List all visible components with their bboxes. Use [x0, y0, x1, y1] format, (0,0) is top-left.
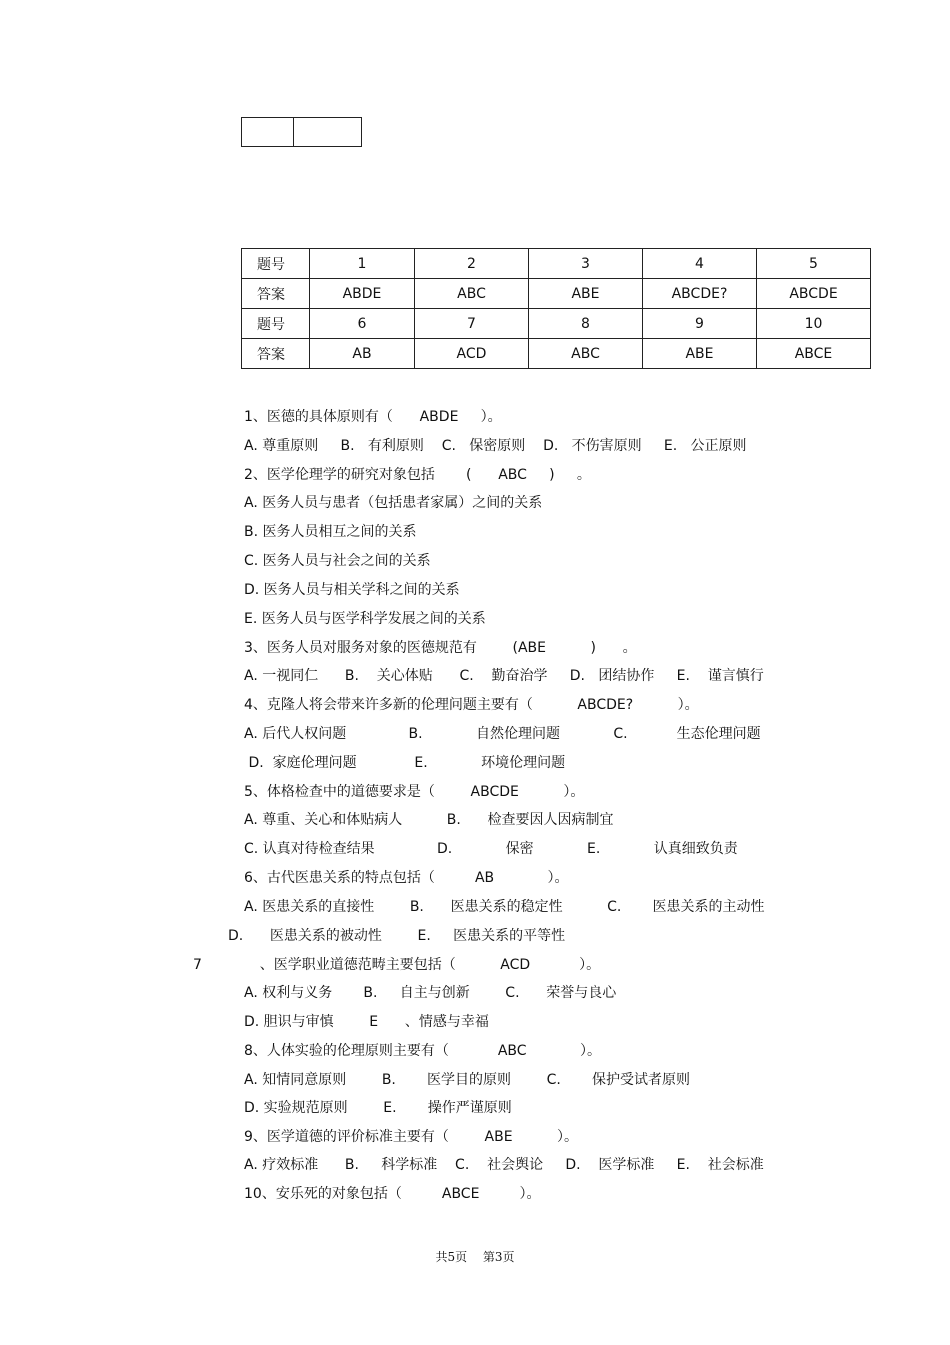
- question-3: 3、医务人员对服务对象的医德规范有 (ABE ) 。: [244, 640, 637, 656]
- page-footer: [0, 1248, 950, 1265]
- question-8-options-2: D. 实验规范原则 E. 操作严谨原则: [244, 1100, 512, 1116]
- score-box: [241, 117, 362, 147]
- table-cell: ABC: [415, 279, 529, 309]
- question-6: 6、古代医患关系的特点包括（ AB ）。: [244, 870, 569, 886]
- table-cell: 题号: [242, 249, 310, 279]
- score-box-right-cell: [294, 118, 361, 146]
- question-2-option-d: D. 医务人员与相关学科之间的关系: [244, 582, 460, 598]
- question-4-options-1: A. 后代人权问题 B. 自然伦理问题 C. 生态伦理问题: [244, 726, 761, 742]
- answer-table: [241, 248, 871, 369]
- question-9: 9、医学道德的评价标准主要有（ ABE ）。: [244, 1129, 579, 1145]
- table-cell: ABCDE: [757, 279, 871, 309]
- question-6-options-2: D. 医患关系的被动性 E. 医患关系的平等性: [228, 928, 566, 944]
- question-8-options-1: A. 知情同意原则 B. 医学目的原则 C. 保护受试者原则: [244, 1072, 691, 1088]
- score-box-left-cell: [242, 118, 294, 146]
- question-7-options-2: D. 胆识与审慎 E 、情感与幸福: [244, 1014, 489, 1030]
- table-cell: 3: [529, 249, 643, 279]
- table-cell: 10: [757, 309, 871, 339]
- question-2-option-a: A. 医务人员与患者（包括患者家属）之间的关系: [244, 495, 543, 511]
- table-cell: 题号: [242, 309, 310, 339]
- question-2-option-b: B. 医务人员相互之间的关系: [244, 524, 417, 540]
- question-5-options-2: C. 认真对待检查结果 D. 保密 E. 认真细致负责: [244, 841, 738, 857]
- table-cell: 1: [310, 249, 415, 279]
- table-cell: ABE: [643, 339, 757, 369]
- table-cell: 6: [310, 309, 415, 339]
- question-9-options: A. 疗效标准 B. 科学标准 C. 社会舆论 D. 医学标准 E. 社会标准: [244, 1157, 764, 1173]
- table-cell: 5: [757, 249, 871, 279]
- table-row: [242, 279, 871, 309]
- question-7-options-1: A. 权利与义务 B. 自主与创新 C. 荣誉与良心: [244, 985, 617, 1001]
- table-cell: ABE: [529, 279, 643, 309]
- table-row: [242, 249, 871, 279]
- table-cell: ABCE: [757, 339, 871, 369]
- table-cell: 答案: [242, 339, 310, 369]
- table-cell: 7: [415, 309, 529, 339]
- table-cell: 答案: [242, 279, 310, 309]
- question-6-options-1: A. 医患关系的直接性 B. 医患关系的稳定性 C. 医患关系的主动性: [244, 899, 765, 915]
- question-2-option-c: C. 医务人员与社会之间的关系: [244, 553, 431, 569]
- table-cell: 8: [529, 309, 643, 339]
- question-7: 7 、医学职业道德范畴主要包括（ ACD ）。: [193, 957, 601, 973]
- question-10: 10、安乐死的对象包括（ ABCE ）。: [244, 1186, 541, 1202]
- table-cell: 9: [643, 309, 757, 339]
- table-cell: ABDE: [310, 279, 415, 309]
- page-total: 共5页: [435, 1250, 468, 1264]
- question-8: 8、人体实验的伦理原则主要有（ ABC ）。: [244, 1043, 601, 1059]
- question-2-option-e: E. 医务人员与医学科学发展之间的关系: [244, 611, 486, 627]
- table-cell: ABCDE?: [643, 279, 757, 309]
- question-3-options: A. 一视同仁 B. 关心体贴 C. 勤奋治学 D. 团结协作 E. 谨言慎行: [244, 668, 764, 684]
- table-cell: ABC: [529, 339, 643, 369]
- table-cell: 2: [415, 249, 529, 279]
- table-cell: ACD: [415, 339, 529, 369]
- table-cell: AB: [310, 339, 415, 369]
- page-current: 第3页: [482, 1250, 515, 1264]
- question-2: 2、医学伦理学的研究对象包括 ( ABC ) 。: [244, 467, 591, 483]
- table-row: [242, 339, 871, 369]
- question-5-options-1: A. 尊重、关心和体贴病人 B. 检查要因人因病制宜: [244, 812, 614, 828]
- table-row: [242, 309, 871, 339]
- question-4-options-2: D. 家庭伦理问题 E. 环境伦理问题: [244, 755, 566, 771]
- question-1: 1、医德的具体原则有（ ABDE ）。: [244, 409, 502, 425]
- question-5: 5、体格检查中的道德要求是（ ABCDE ）。: [244, 784, 585, 800]
- question-1-options: A. 尊重原则 B. 有利原则 C. 保密原则 D. 不伤害原则 E. 公正原则: [244, 438, 747, 454]
- question-4: 4、克隆人将会带来许多新的伦理问题主要有（ ABCDE? ）。: [244, 697, 699, 713]
- table-cell: 4: [643, 249, 757, 279]
